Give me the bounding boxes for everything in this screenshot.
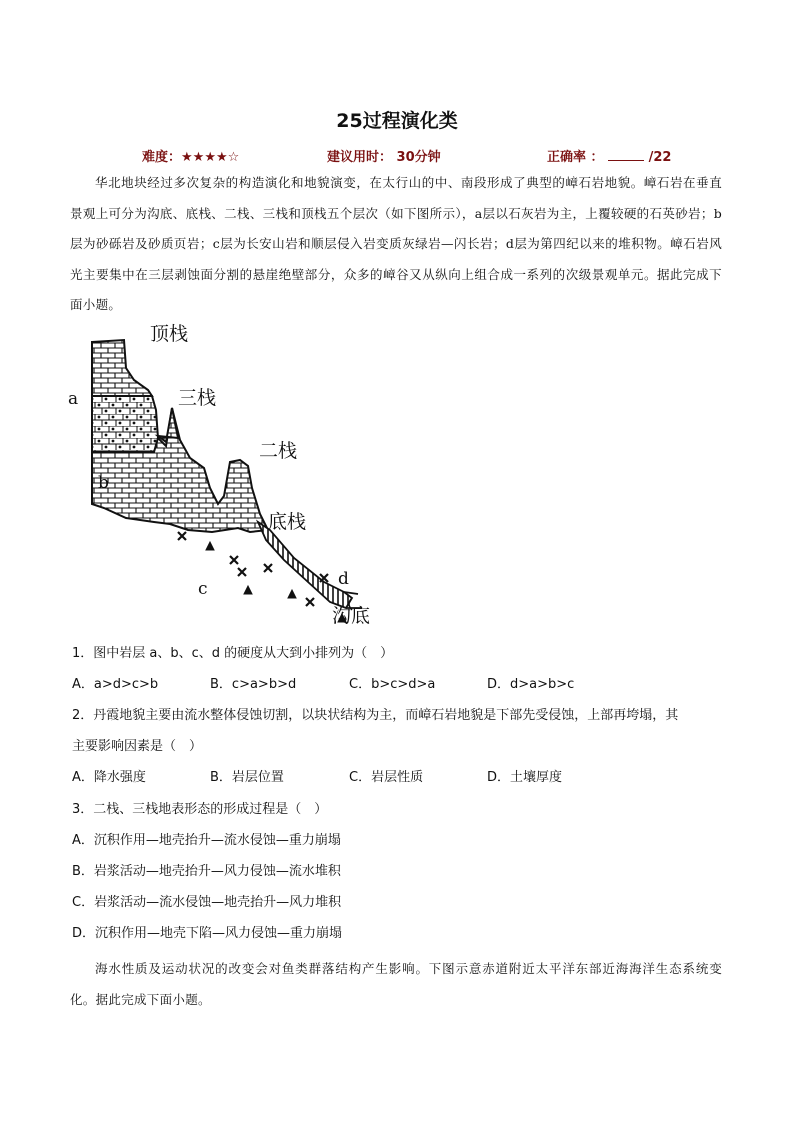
intro-paragraph: 华北地块经过多次复杂的构造演化和地貌演变，在太行山的中、南段形成了典型的嶂石岩地貌。嶂石岩在垂直景观上可分为沟底、底栈、二栈、三栈和顶栈五个层次（如下图所示），a层以石灰岩为主，上覆较硬的石英砂岩；b层为砂砾岩及砂质页岩；c层为长安山岩和顺层侵入岩变质灰绿岩—闪长岩；d层为第四纪以来的堆积物。嶂石岩风光主要集中在三层剥蚀面分割的悬崖绝壁部分，众多的嶂谷又从纵向上组合成一系列的次级景观单元。据此完成下面小题。 [70, 175, 722, 312]
q2-option-d[interactable]: D．土壤厚度 [487, 770, 563, 785]
accuracy-total: /22 [648, 150, 672, 165]
page-title: 25过程演化类 [336, 110, 458, 132]
label-c: c [198, 579, 208, 599]
label-d: d [338, 569, 349, 589]
label-valley: 沟底 [332, 605, 371, 627]
label-a: a [68, 389, 79, 409]
layer-c-symbols [178, 532, 346, 622]
difficulty-stars: ★★★★☆ [181, 150, 240, 165]
layer-a-dotted [92, 396, 158, 454]
q3-option-d[interactable]: D．沉积作用—地壳下陷—风力侵蚀—重力崩塌 [72, 926, 343, 941]
q3-option-c[interactable]: C．岩浆活动—流水侵蚀—地壳抬升—风力堆积 [72, 895, 342, 910]
label-bottom-tier: 底栈 [268, 511, 307, 533]
q3-option-a[interactable]: A．沉积作用—地壳抬升—流水侵蚀—重力崩塌 [72, 833, 341, 848]
landform-diagram [62, 318, 422, 640]
time-label: 建议用时： [327, 150, 393, 165]
difficulty [142, 146, 239, 165]
time-value: 30分钟 [396, 150, 441, 165]
accuracy [547, 146, 671, 165]
question-2-stem: 2．丹霞地貌主要由流水整体侵蚀切割，以块状结构为主，而嶂石岩地貌是下部先受侵蚀，上部再垮塌，其 [72, 708, 679, 723]
label-b: b [98, 473, 109, 493]
q1-option-a[interactable]: A．a>d>c>b [72, 677, 159, 692]
question-2-stem-cont: 主要影响因素是（ ） [72, 739, 203, 754]
label-third-tier: 三栈 [178, 387, 217, 409]
q1-option-d[interactable]: D．d>a>b>c [487, 677, 575, 692]
q1-option-b[interactable]: B．c>a>b>d [210, 677, 297, 692]
question-1-stem: 1．图中岩层 a、b、c、d 的硬度从大到小排列为（ ） [72, 646, 394, 661]
accuracy-blank[interactable] [608, 148, 644, 161]
q1-option-c[interactable]: C．b>c>d>a [349, 677, 436, 692]
question-3-stem: 3．二栈、三栈地表形态的形成过程是（ ） [72, 802, 328, 817]
layer-a-top-brick [92, 340, 152, 398]
difficulty-label: 难度： [142, 150, 182, 165]
third-tier-spire [158, 408, 178, 442]
label-top-tier: 顶栈 [150, 323, 189, 345]
accuracy-label: 正确率 ： [547, 150, 604, 165]
q2-option-c[interactable]: C．岩层性质 [349, 770, 424, 785]
q2-option-a[interactable]: A．降水强度 [72, 770, 146, 785]
label-second-tier: 二栈 [259, 440, 298, 462]
q2-option-b[interactable]: B．岩层位置 [210, 770, 284, 785]
suggested-time [327, 146, 441, 165]
q3-option-b[interactable]: B．岩浆活动—地壳抬升—风力侵蚀—流水堆积 [72, 864, 341, 879]
outro-paragraph: 海水性质及运动状况的改变会对鱼类群落结构产生影响。下图示意赤道附近太平洋东部近海海洋生态系统变化。据此完成下面小题。 [70, 961, 722, 1007]
